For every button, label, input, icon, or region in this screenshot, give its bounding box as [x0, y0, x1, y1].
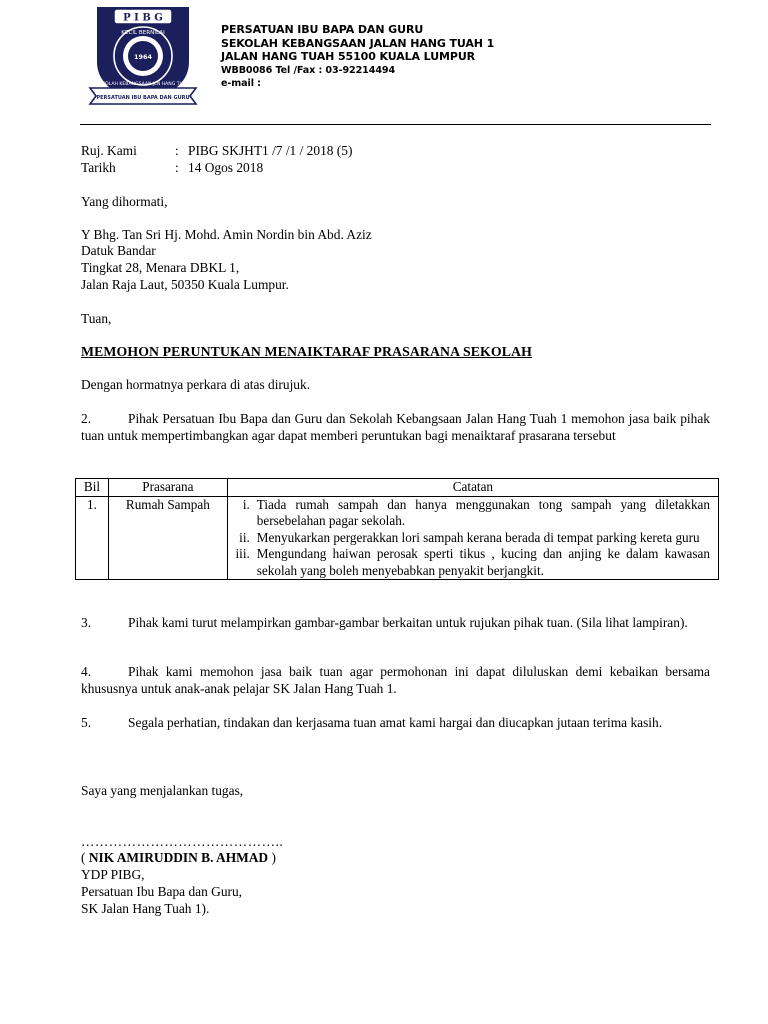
reference-value: PIBG SKJHT1 /7 /1 / 2018 (5) — [188, 143, 353, 158]
paragraph-2 — [81, 411, 710, 444]
signatory-org-1: Persatuan Ibu Bapa dan Guru, — [81, 884, 243, 899]
logo-ribbon-text: PERSATUAN IBU BAPA DAN GURU — [96, 95, 190, 101]
note-item — [228, 530, 718, 547]
paragraph-5-number: 5. — [81, 715, 92, 730]
signatory-position: YDP PIBG, — [81, 867, 145, 882]
school-email: e-mail : — [221, 78, 261, 90]
school-name: SEKOLAH KEBANGSAAN JALAN HANG TUAH 1 — [221, 36, 495, 50]
paragraph-3-text: Pihak kami turut melampirkan gambar-gambar berkaitan untuk rujukan pihak tuan. (Sila lihat lampiran). — [128, 615, 688, 630]
recipient-address-2: Jalan Raja Laut, 50350 Kuala Lumpur. — [81, 277, 289, 292]
note-number: ii. — [239, 529, 250, 545]
recipient-name: Y Bhg. Tan Sri Hj. Mohd. Amin Nordin bin Abd. Aziz — [81, 227, 372, 242]
note-item — [228, 546, 718, 579]
date-row — [81, 160, 263, 177]
row-bil: 1. — [76, 496, 109, 580]
note-text: Mengundang haiwan perosak sperti tikus , kucing dan anjing ke dalam kawasan sekolah yang boleh menyebabkan penyakit berjangkit. — [256, 546, 710, 578]
infrastructure-table — [75, 478, 719, 580]
row-prasarana: Rumah Sampah — [108, 496, 227, 580]
paragraph-5 — [81, 715, 710, 732]
signatory-name: NIK AMIRUDDIN B. AHMAD — [88, 850, 269, 865]
salutation: Yang dihormati, — [81, 194, 168, 209]
note-text: Menyukarkan pergerakkan lori sampah kerana berada di tempat parking kereta guru — [256, 529, 700, 545]
signature-line: …………………………………….. — [81, 834, 284, 849]
signatory — [81, 850, 276, 867]
paragraph-2-number: 2. — [81, 411, 92, 426]
table-header-row — [76, 479, 719, 497]
note-number: iii. — [235, 546, 250, 561]
logo-side-text: SEKOLAH KEBANGSAAN JLN HANG TUAH — [96, 82, 190, 87]
letterhead-text — [221, 23, 494, 91]
signatory-close-paren: ) — [268, 850, 276, 865]
note-number: i. — [242, 496, 250, 512]
letter-subject: MEMOHON PERUNTUKAN MENAIKTARAF PRASARANA SEKOLAH — [81, 344, 532, 359]
date-label: Tarikh — [81, 160, 116, 175]
paragraph-5-text: Segala perhatian, tindakan dan kerjasama tuan amat kami hargai dan diucapkan jutaan terima kasih. — [128, 715, 663, 730]
reference-colon: : — [175, 143, 179, 158]
reference-label: Ruj. Kami — [81, 143, 137, 158]
opening-line: Dengan hormatnya perkara di atas dirujuk. — [81, 377, 311, 392]
school-contact: WBB0086 Tel /Fax : 03-92214494 — [221, 64, 396, 76]
signatory-open-paren: ( — [81, 850, 89, 865]
school-address: JALAN HANG TUAH 55100 KUALA LUMPUR — [221, 50, 476, 64]
recipient-title: Datuk Bandar — [81, 243, 156, 258]
date-colon: : — [175, 160, 179, 175]
date-value: 14 Ogos 2018 — [188, 160, 264, 175]
note-text: Tiada rumah sampah dan hanya menggunakan tong sampah yang diletakkan bersebelahan pagar sekolah. — [256, 496, 710, 528]
paragraph-4-number: 4. — [81, 664, 92, 679]
pibg-logo — [86, 2, 200, 110]
paragraph-4-text: Pihak kami memohon jasa baik tuan agar permohonan ini dapat diluluskan demi kebaikan bersama khususnya untuk anak-anak pelajar SK Jalan Hang Tuah 1. — [81, 664, 710, 696]
logo-ring-text: KECIL BERNILAI — [121, 30, 165, 36]
note-item — [228, 497, 718, 530]
org-name: PERSATUAN IBU BAPA DAN GURU — [221, 23, 424, 36]
closing-line: Saya yang menjalankan tugas, — [81, 783, 244, 798]
recipient-address-1: Tingkat 28, Menara DBKL 1, — [81, 260, 240, 275]
greeting: Tuan, — [81, 311, 112, 326]
paragraph-3 — [81, 615, 710, 632]
header-bil: Bil — [76, 479, 109, 497]
paragraph-4 — [81, 664, 710, 697]
paragraph-3-number: 3. — [81, 615, 92, 630]
header-catatan: Catatan — [227, 479, 718, 497]
table-row — [76, 496, 719, 580]
signatory-org-2: SK Jalan Hang Tuah 1). — [81, 901, 210, 916]
row-catatan — [227, 496, 718, 580]
header-divider — [80, 124, 711, 125]
header-prasarana: Prasarana — [108, 479, 227, 497]
reference-row — [81, 143, 352, 160]
logo-year: 1964 — [133, 53, 153, 61]
paragraph-2-text: Pihak Persatuan Ibu Bapa dan Guru dan Sekolah Kebangsaan Jalan Hang Tuah 1 memohon jasa baik pihak tuan untuk mempertimbangkan agar dapat memberi peruntukan bagi menaiktaraf prasarana tersebut — [81, 411, 710, 443]
logo-top-text: P I B G — [123, 12, 163, 24]
